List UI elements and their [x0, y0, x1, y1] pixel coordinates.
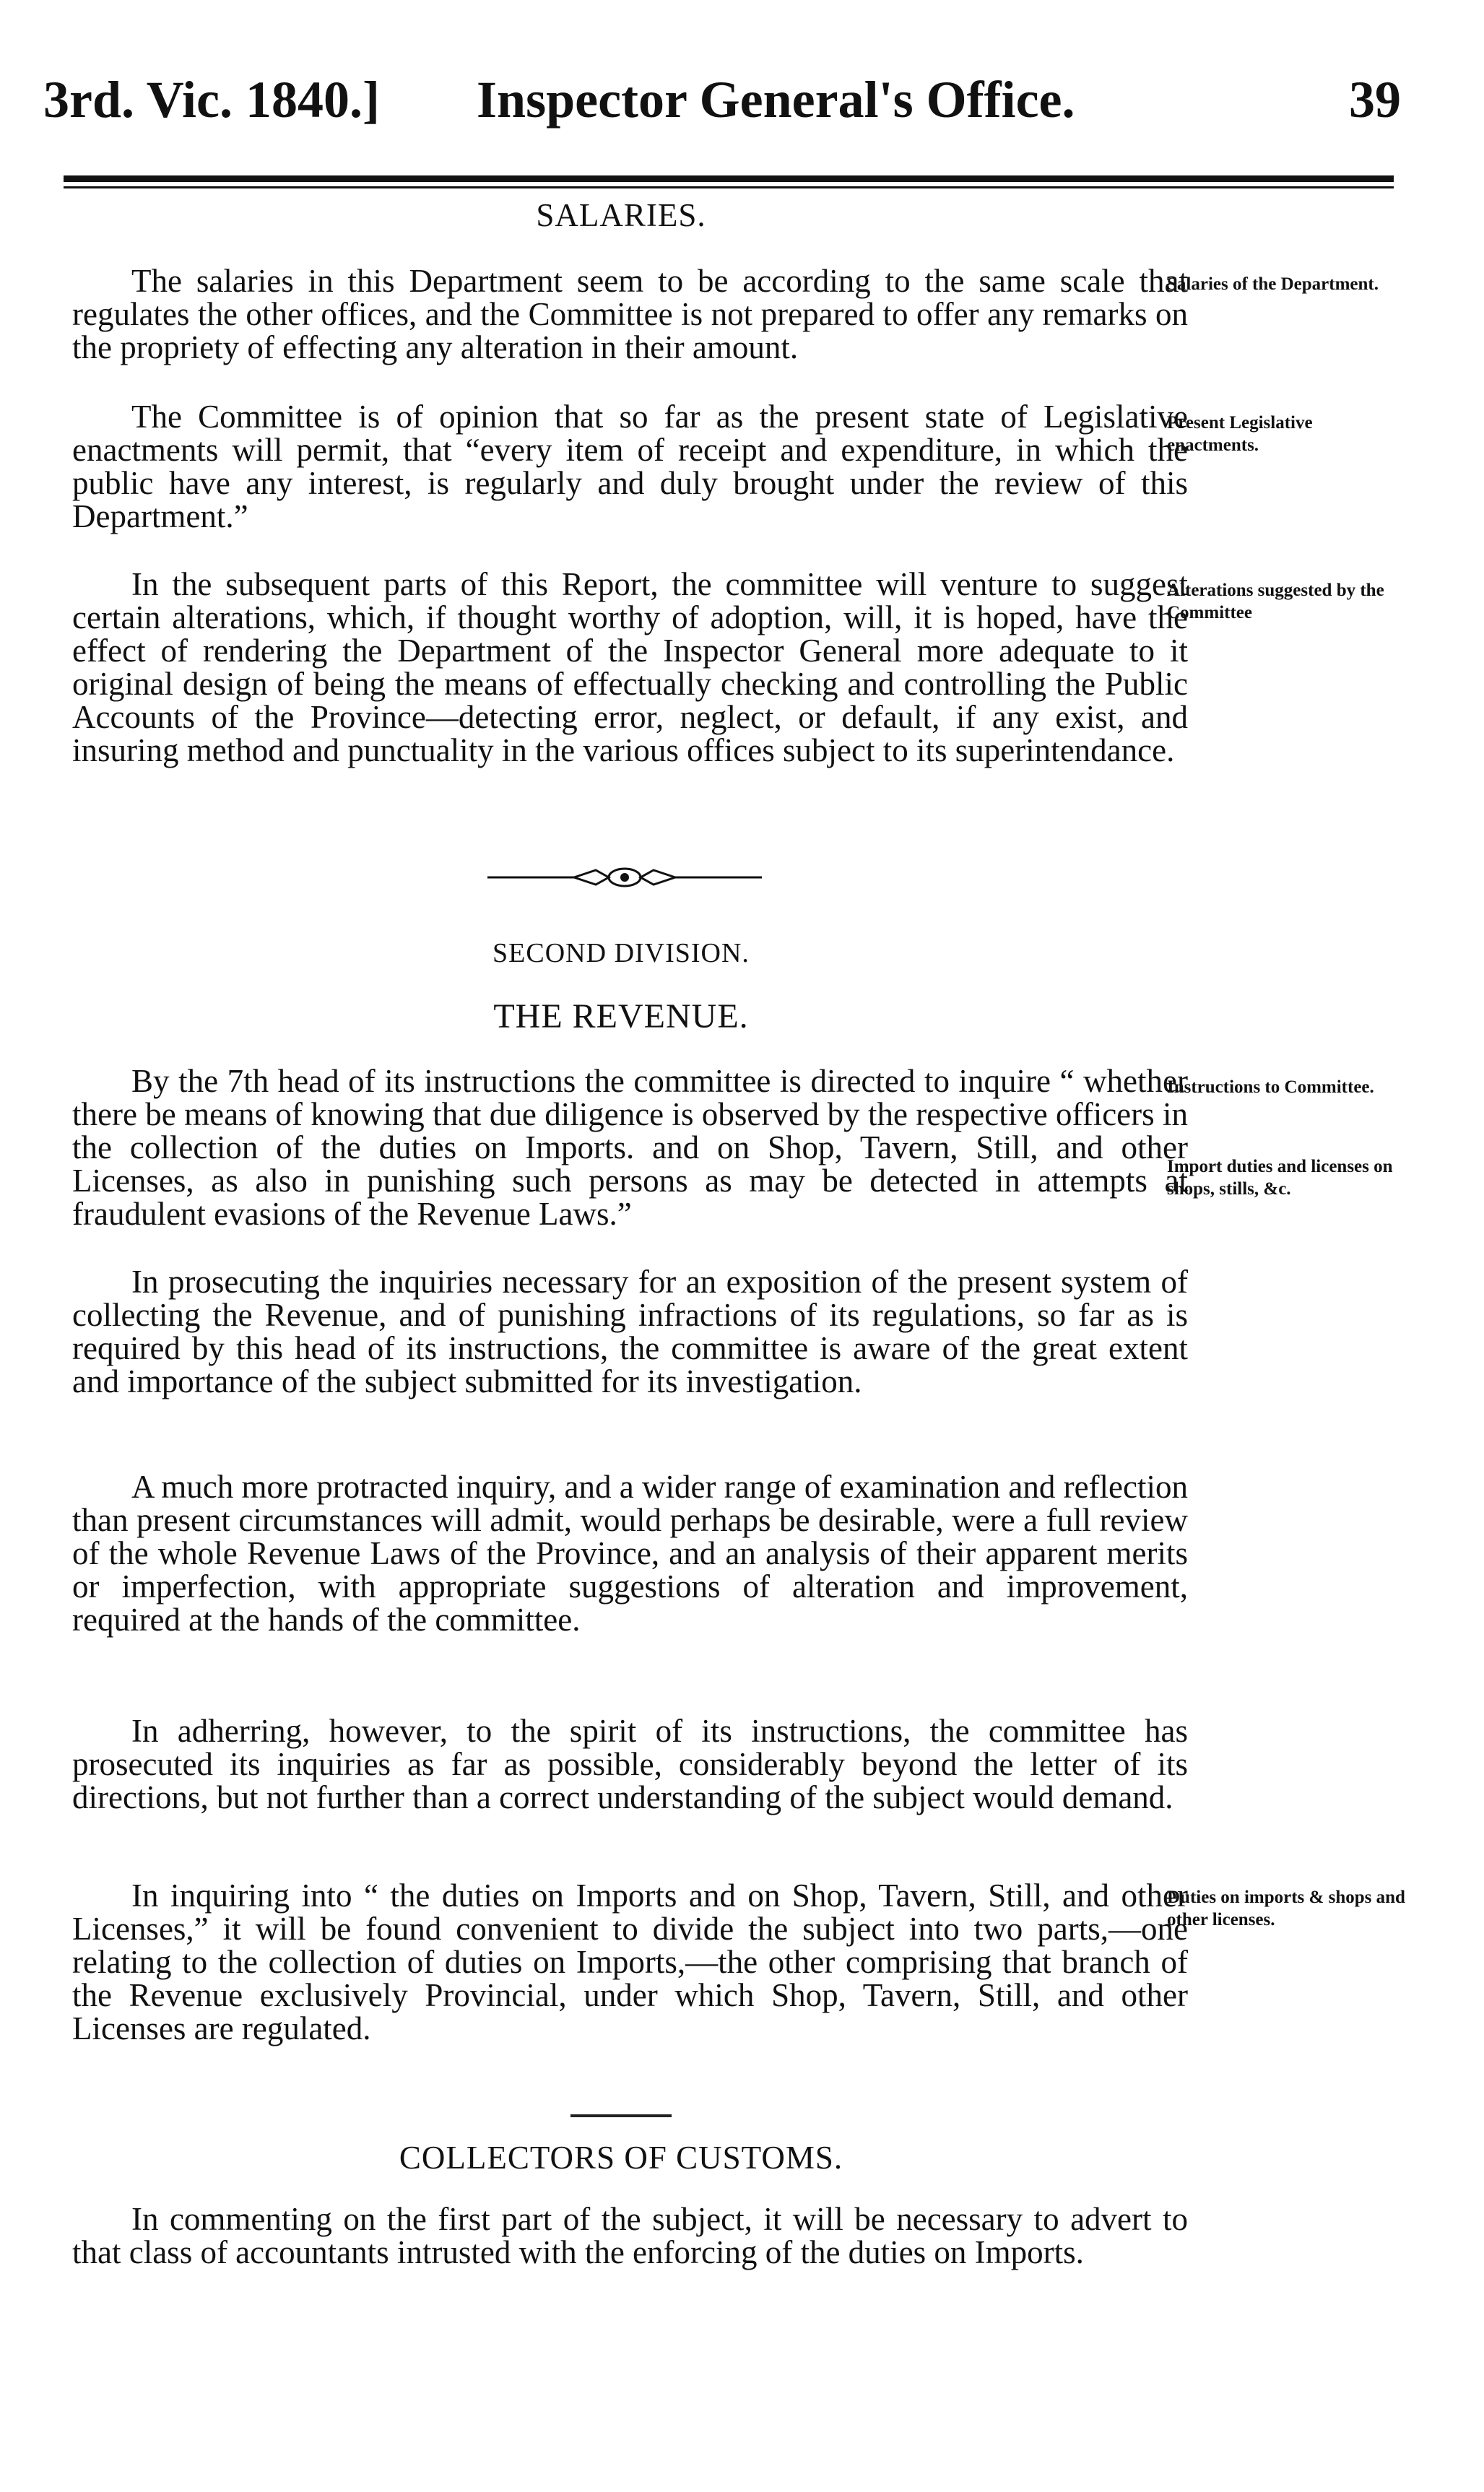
- page-number: 39: [1349, 71, 1401, 129]
- running-header: [43, 64, 1401, 136]
- header-rule-thin: [64, 186, 1394, 188]
- margin-note: Instructions to Committee.: [1167, 1077, 1374, 1097]
- paragraph: In adherring, however, to the spirit of its instructions, the committee has prosecuted its inquiries as far as possible, considerably beyond the letter of its directions, but not further than a correct understanding of the subject would demand.: [72, 1713, 1188, 1815]
- section-divider: [570, 2114, 672, 2117]
- paragraph: In prosecuting the inquiries necessary for an exposition of the present system of collecting the Revenue, and of punishing infractions of its regulations, so far as is required by this head of its instructions, the committee is aware of the great extent and importance of the subject submitted for its investigation.: [72, 1264, 1188, 1399]
- paragraph: In commenting on the first part of the subject, it will be necessary to advert to that class of accountants intrusted with the enforcing of the duties on Imports.: [72, 2201, 1188, 2270]
- paragraph: A much more protracted inquiry, and a wider range of examination and reflection than present circumstances will admit, would perhaps be desirable, were a full review of the whole Revenue Laws of the Province, and an analysis of their apparent merits or imperfection, with appropriate suggestions of alteration and improvement, required at the hands of the committee.: [72, 1469, 1188, 1638]
- margin-note: Duties on imports & shops and other licenses.: [1167, 1888, 1405, 1929]
- division-heading: SECOND DIVISION.: [493, 938, 750, 968]
- paragraph: In the subsequent parts of this Report, the committee will venture to suggest certain alterations, which, if thought worthy of adoption, will, it is hoped, have the effect of rendering the Department of the Inspector General more adequate to it original design of being the means of effectually checking and controlling the Public Accounts of the Province—detecting error, neglect, or default, if any exist, and insuring method and punctuality in the various offices subject to its superintendance.: [72, 566, 1188, 768]
- section-heading-revenue: THE REVENUE.: [493, 997, 749, 1036]
- header-rule-thick: [64, 175, 1394, 182]
- margin-note: Salaries of the Department.: [1167, 274, 1379, 294]
- paragraph: The salaries in this Department seem to be according to the same scale that regulates the other offices, and the Committee is not prepared to offer any remarks on the propriety of effecting any alteration in their amount.: [72, 263, 1188, 365]
- paragraph: In inquiring into “ the duties on Imports and on Shop, Tavern, Still, and other Licenses,” it will be found convenient to divide the subject into two parts,—one relating to the collection of duties on Imports,—the other comprising that branch of the Revenue exclusively Provincial, under which Shop, Tavern, Still, and other Licenses are regulated.: [72, 1877, 1188, 2046]
- header-citation: 3rd. Vic. 1840.]: [43, 71, 380, 129]
- margin-note: Present Legislative enactments.: [1167, 413, 1313, 455]
- section-heading-salaries: SALARIES.: [536, 197, 706, 233]
- margin-note: Import duties and licenses on shops, stills, &c.: [1167, 1157, 1393, 1199]
- paragraph: The Committee is of opinion that so far as the present state of Legislative enactments will permit, that “every item of receipt and expenditure, in which the public have any interest, is regularly and duly brought under the review of this Department.”: [72, 399, 1188, 534]
- header-title: Inspector General's Office.: [477, 71, 1075, 129]
- section-heading-collectors: COLLECTORS OF CUSTOMS.: [399, 2140, 843, 2176]
- margin-note: Alterations suggested by the Committee: [1167, 581, 1384, 622]
- ornament-divider: [487, 863, 762, 892]
- paragraph: By the 7th head of its instructions the committee is directed to inquire “ whether there be means of knowing that due diligence is observed by the respective officers in the collection of the duties on Imports. and on Shop, Tavern, Still, and other Licenses, as also in punishing such persons as may be detected in attempts at fraudulent evasions of the Revenue Laws.”: [72, 1063, 1188, 1232]
